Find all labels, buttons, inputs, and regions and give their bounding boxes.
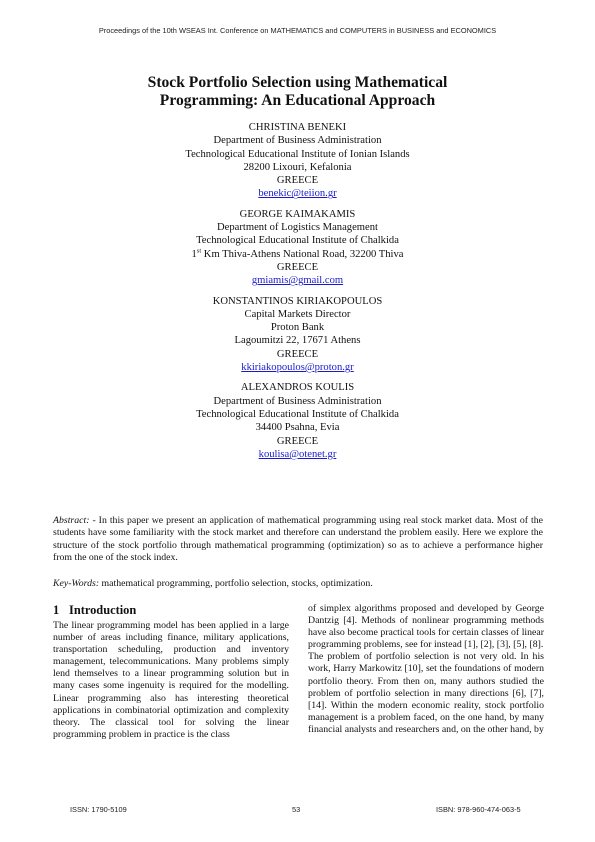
author-affiliation-line: Capital Markets Director <box>244 308 351 320</box>
author-country: GREECE <box>276 435 319 447</box>
section-title: Introduction <box>69 603 137 617</box>
author-block <box>60 121 535 201</box>
author-name: GEORGE KAIMAKAMIS <box>239 208 356 220</box>
author-block <box>60 295 535 375</box>
footer-page-number: 53 <box>292 805 301 814</box>
body-paragraph: The linear programming model has been applied in a large number of areas including finance, military applications, transportation scheduling, production and inventory management, telecommunications. Many problems simply lend themselves to a linear programming solution but in many cases some ingenuity is required for the modelling. Linear programming also has interesting theoretical applications in combinatorial optimization and complexity theory. The classical tool for solving the linear programming problem in practice is the class <box>53 620 289 740</box>
author-affiliation-line: Technological Educational Institute of Chalkida <box>196 408 399 420</box>
keywords-label: Key-Words: <box>53 578 100 589</box>
left-column <box>53 620 289 741</box>
right-column <box>308 603 544 736</box>
address-ordinal-suffix: st <box>196 247 202 255</box>
author-country: GREECE <box>276 348 319 360</box>
author-block <box>60 208 535 288</box>
author-email-link[interactable]: kkiriakopoulos@proton.gr <box>241 362 354 374</box>
author-name: CHRISTINA BENEKI <box>248 122 347 133</box>
author-country: GREECE <box>276 261 319 273</box>
running-header: Proceedings of the 10th WSEAS Int. Conference on MATHEMATICS and COMPUTERS in BUSINESS and ECONOMICS <box>98 26 497 35</box>
author-email-link[interactable]: gmiamis@gmail.com <box>251 275 344 287</box>
author-email-link[interactable]: benekic@teiion.gr <box>258 188 337 200</box>
footer-issn: ISSN: 1790-5109 <box>70 805 127 814</box>
footer-isbn: ISBN: 978-960-474-063-5 <box>436 805 521 814</box>
author-affiliation-line: Department of Business Administration <box>213 135 382 147</box>
title-line-2: Programming: An Educational Approach <box>159 92 436 109</box>
author-address-line: 28200 Lixouri, Kefalonia <box>243 161 352 173</box>
paper-title <box>60 74 535 110</box>
author-address-line: 34400 Psahna, Evia <box>255 422 340 434</box>
title-line-1: Stock Portfolio Selection using Mathematical <box>147 74 448 91</box>
abstract-label: Abstract: - <box>53 515 96 526</box>
author-list <box>60 121 535 468</box>
section-heading <box>53 603 136 618</box>
body-paragraph: The problem of portfolio selection is not very old. In his work, Harry Markowitz [10], set the foundations of modern portfolio theory. From then on, many authors studied the problem of portfolio selection in many directions [6], [7], [14]. Within the modern economic reality, stock portfolio management is a problem faced, on the one hand, by many financial analysts and researchers and, on the other hand, by <box>308 651 544 735</box>
author-affiliation-line: Technological Educational Institute of Ionian Islands <box>185 148 410 160</box>
author-affiliation-line: Department of Business Administration <box>213 395 382 407</box>
abstract <box>53 515 543 565</box>
author-address-line: Lagoumitzi 22, 17671 Athens <box>234 335 361 347</box>
author-name: KONSTANTINOS KIRIAKOPOULOS <box>212 295 383 307</box>
author-affiliation-line: Proton Bank <box>270 322 325 334</box>
address-ordinal-number: 1 <box>191 248 197 260</box>
author-country: GREECE <box>276 175 319 187</box>
author-affiliation-line: Technological Educational Institute of Chalkida <box>196 235 399 247</box>
author-name: ALEXANDROS KOULIS <box>240 382 355 394</box>
author-address-line <box>60 248 535 261</box>
abstract-text: In this paper we present an application of mathematical programming using real stock market data. Most of the students have some familiarity with the stock market and therefore can understand the problem easily. Here we explore the structure of the stock portfolio through mathematical programming (optimization) so as to achieve a performance higher from the one of the stock index. <box>53 515 543 564</box>
keywords <box>53 578 543 590</box>
body-paragraph: of simplex algorithms proposed and developed by George Dantzig [4]. Methods of nonlinear programming methods have also become practical tools for certain classes of linear programming problems, see for instead [1], [2], [3], [5], [8]. <box>308 603 544 651</box>
author-affiliation-line: Department of Logistics Management <box>217 222 378 234</box>
section-number: 1 <box>53 603 60 617</box>
author-block <box>60 381 535 461</box>
keywords-text: mathematical programming, portfolio selection, stocks, optimization. <box>99 578 373 589</box>
address-rest: Km Thiva-Athens National Road, 32200 Thiva <box>201 248 404 260</box>
author-email-link[interactable]: koulisa@otenet.gr <box>258 448 337 460</box>
